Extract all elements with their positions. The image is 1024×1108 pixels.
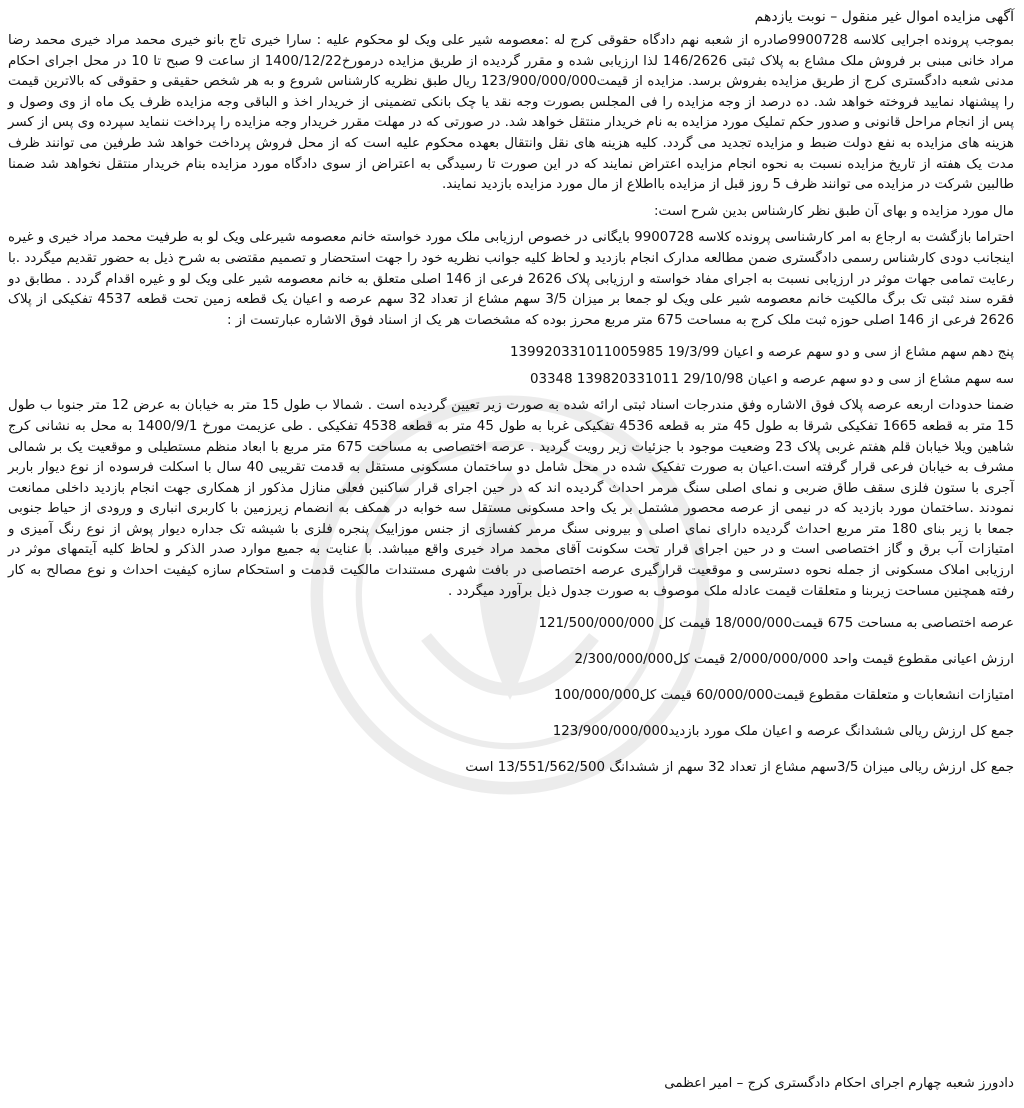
expert-report-paragraph: احتراما بازگشت به ارجاع به امر کارشناسی پرونده کلاسه 9900728 بایگانی در خصوص ارزیابی ملک مورد خواسته خانم معصومه شیرعلی ویک لو به طرفیت محمد مراد خیری و غیره اینجانب دودی کارشناس رسمی دادگستری ضمن مطالعه مدارک انجام بازدید و لحاظ کلیه جوانب نظریه خود را جهت استحضار و تصمیم مقتضی به شرح ذیل به حضور تقدیم میگردد .با رعایت تمامی جهات موثر در ارزیابی نسبت به اجرای مفاد خواسته و ارزیابی پلاک 2626 فرعی از 146 اصلی متعلق به خانم معصومه شیر علی ویک لو و غیره اقدام گردد . مطابق دو فقره سند ثبتی تک برگ مالکیت خانم معصومه شیر علی ویک لو جمعا بر میزان 3/5 سهم مشاع از تعداد 32 سهم عرصه و اعیان یک قطعه زمین تحت قطعه 4537 تفکیکی از پلاک 2626 فرعی از 146 اصلی حوزه ثبت ملک کرج به مساحت 675 متر مربع محرز بوده که مشخصات هر یک از اسناد فوق الاشاره عبارتست از : bbox=[8, 230, 1015, 328]
auction-terms-paragraph: بموجب پرونده اجرایی کلاسه 9900728صادره از شعبه نهم دادگاه حقوقی کرج له :معصومه شیر علی ویک لو محکوم علیه : سارا خیری تاج بانو خیری محمد مراد خیری محمد رضا مراد خانی مبنی بر فروش ملک مشاع به پلاک ثبتی 146/2626 لذا ارزیابی شده و مقرر گردیده از طریق مزایده درمورخ1400/12/22 از ساعت 9 صبح تا 10 در محل اجرای احکام مدنی شعبه دادگستری کرج از طریق مزایده بفروش برسد. مزایده از قیمت123/900/000/000 ریال طبق نظریه کارشناس شروع و به هر شخص حقیقی و حقوقی که بالاترین قیمت را پیشنهاد نمایید فروخته خواهد شد. ده درصد از وجه مزایده را فی المجلس بصورت وجه نقد یا چک بانکی تضمینی از خریدار اخذ و الباقی وجه مزایده ظرف یک ماه از وی وصول و پس از انجام مراحل قانونی و صدور حکم تملیک مورد مزایده به نام خریدار منتقل خواهد شد. در صورتی که در مهلت مقرر خریدار وجه مزایده را پرداخت ننماید سپرده وی پس از کسر هزینه های مزایده به نفع دولت ضبط و مزایده تجدید می گردد. کلیه هزینه های نقل وانتقال بعهده محکوم علیه است که از محل فروش پرداخت خواهد شد طرفین می توانند ظرف مدت یک هفته از تاریخ مزایده نسبت به نحوه انجام مزایده اعتراض نمایند که در این صورت تا رسیدگی به اعتراض از سوی دادگاه مورد مزایده بنام خریدار منتقل نخواهد شد ضمنا طالبین شرکت در مزایده می توانند ظرف 5 روز قبل از مزایده بااطلاع از مال مورد مزایده بازدید نمایند. bbox=[8, 33, 1014, 193]
deed-line-1: پنج دهم سهم مشاع از سی و دو سهم عرصه و اعیان 19/3/99 139920331011005985 bbox=[510, 345, 1014, 361]
valuation-line: ارزش اعیانی مقطوع قیمت واحد 2/000/000/000 قیمت کل2/300/000/000 bbox=[574, 652, 1014, 668]
valuation-line: جمع کل ارزش ریالی میزان 3/5سهم مشاع از تعداد 32 سهم از ششدانگ 13/551/562/500 است bbox=[465, 760, 1014, 776]
deed-line-2: سه سهم مشاع از سی و دو سهم عرصه و اعیان 29/10/98 139820331011 03348 bbox=[529, 372, 1014, 388]
boundaries-paragraph: ضمنا حدودات اربعه عرصه پلاک فوق الاشاره وفق مندرجات اسناد ثبتی ارائه شده به صورت زیر تعیین گردیده است . شمالا ب طول 15 متر به خیابان به عرض 12 متر جنوبا ب طول 15 متر به قطعه 1665 تفکیکی شرقا به طول 45 متر به قطعه 4536 تفکیکی غربا به طول 45 متر به قطعه 4538 تفکیکی . طی عزیمت مورخ 1400/9/1 به محل به نشانی کرج شاهین ویلا خیابان قلم هفتم غربی پلاک 23 وضعیت موجود با جزئیات زیر رویت گردید . عرصه اختصاصی به مساحت 675 متر مربع با ابعاد منظم مستطیلی و موقعیت یک بر شمالی مشرف به خیابان فرعی قرار گرفته است.اعیان به صورت تفکیک شده در محل شامل دو ساختمان مسکونی مستقل به قدمت تقریبی 40 سال با اسکلت فرسوده از نوع دیوار باربر آجری با ستون فلزی سقف طاق ضربی و نمای اصلی سنگ مرمر احداث گردیده اند که در حین اجرای قرار ساکنین فعلی منازل مذکور از همکاری جهت انجام بازدید داخلی ممانعت نمودند .ساختمان مورد بازدید که در نیمی از عرصه محصور مشتمل بر یک واحد مسکونی مستقل سه خوابه در همکف به انضمام زیرزمین با کاربری انباری و ورودی از حیاط جنوبی جمعا با زیر بنای 180 متر مربع احداث گردیده دارای نمای اصلی و بیرونی سنگ مرمر کفسازی از جنس موزاییک پنجره فلزی با شیشه تک جداره دیوار پوش از نوع رنگ آمیزی و امتیازات آب برق و گاز اختصاصی است و در حین اجرای قرار تحت سکونت آقای محمد مراد خیری واقع میباشد. با عنایت به جمیع موارد صدر الذکر و لحاظ کلیه آیتمهای موثر در ارزیابی املاک مسکونی از جمله نحوه دسترسی و موقعیت قرارگیری عرصه اختصاصی در بافت شهری مستندات مالکیت قدمت و استحکام سازه کیفیت احداث و نوع مصالح به کار رفته همچنین مساحت زیربنا و متعلقات قیمت عادله ملک موصوف به صورت جدول ذیل برآورد میگردد . bbox=[8, 398, 1015, 599]
valuation-list bbox=[8, 614, 1014, 778]
property-description-heading: مال مورد مزایده و بهای آن طبق نظر کارشناس بدین شرح است: bbox=[654, 203, 1014, 219]
valuation-line: جمع کل ارزش ریالی ششدانگ عرصه و اعیان ملک مورد بازدید123/900/000/000 bbox=[552, 724, 1014, 740]
valuation-line: امتیازات انشعابات و متعلقات مقطوع قیمت60/000/000 قیمت کل100/000/000 bbox=[554, 688, 1014, 704]
notice-title: آگهی مزایده اموال غیر منقول – نوبت یازدهم bbox=[754, 9, 1014, 25]
signature-line: دادورز شعبه چهارم اجرای احکام دادگستری کرج – امیر اعظمی bbox=[664, 1076, 1014, 1091]
valuation-line: عرصه اختصاصی به مساحت 675 قیمت18/000/000 قیمت کل 121/500/000/000 bbox=[538, 616, 1014, 632]
